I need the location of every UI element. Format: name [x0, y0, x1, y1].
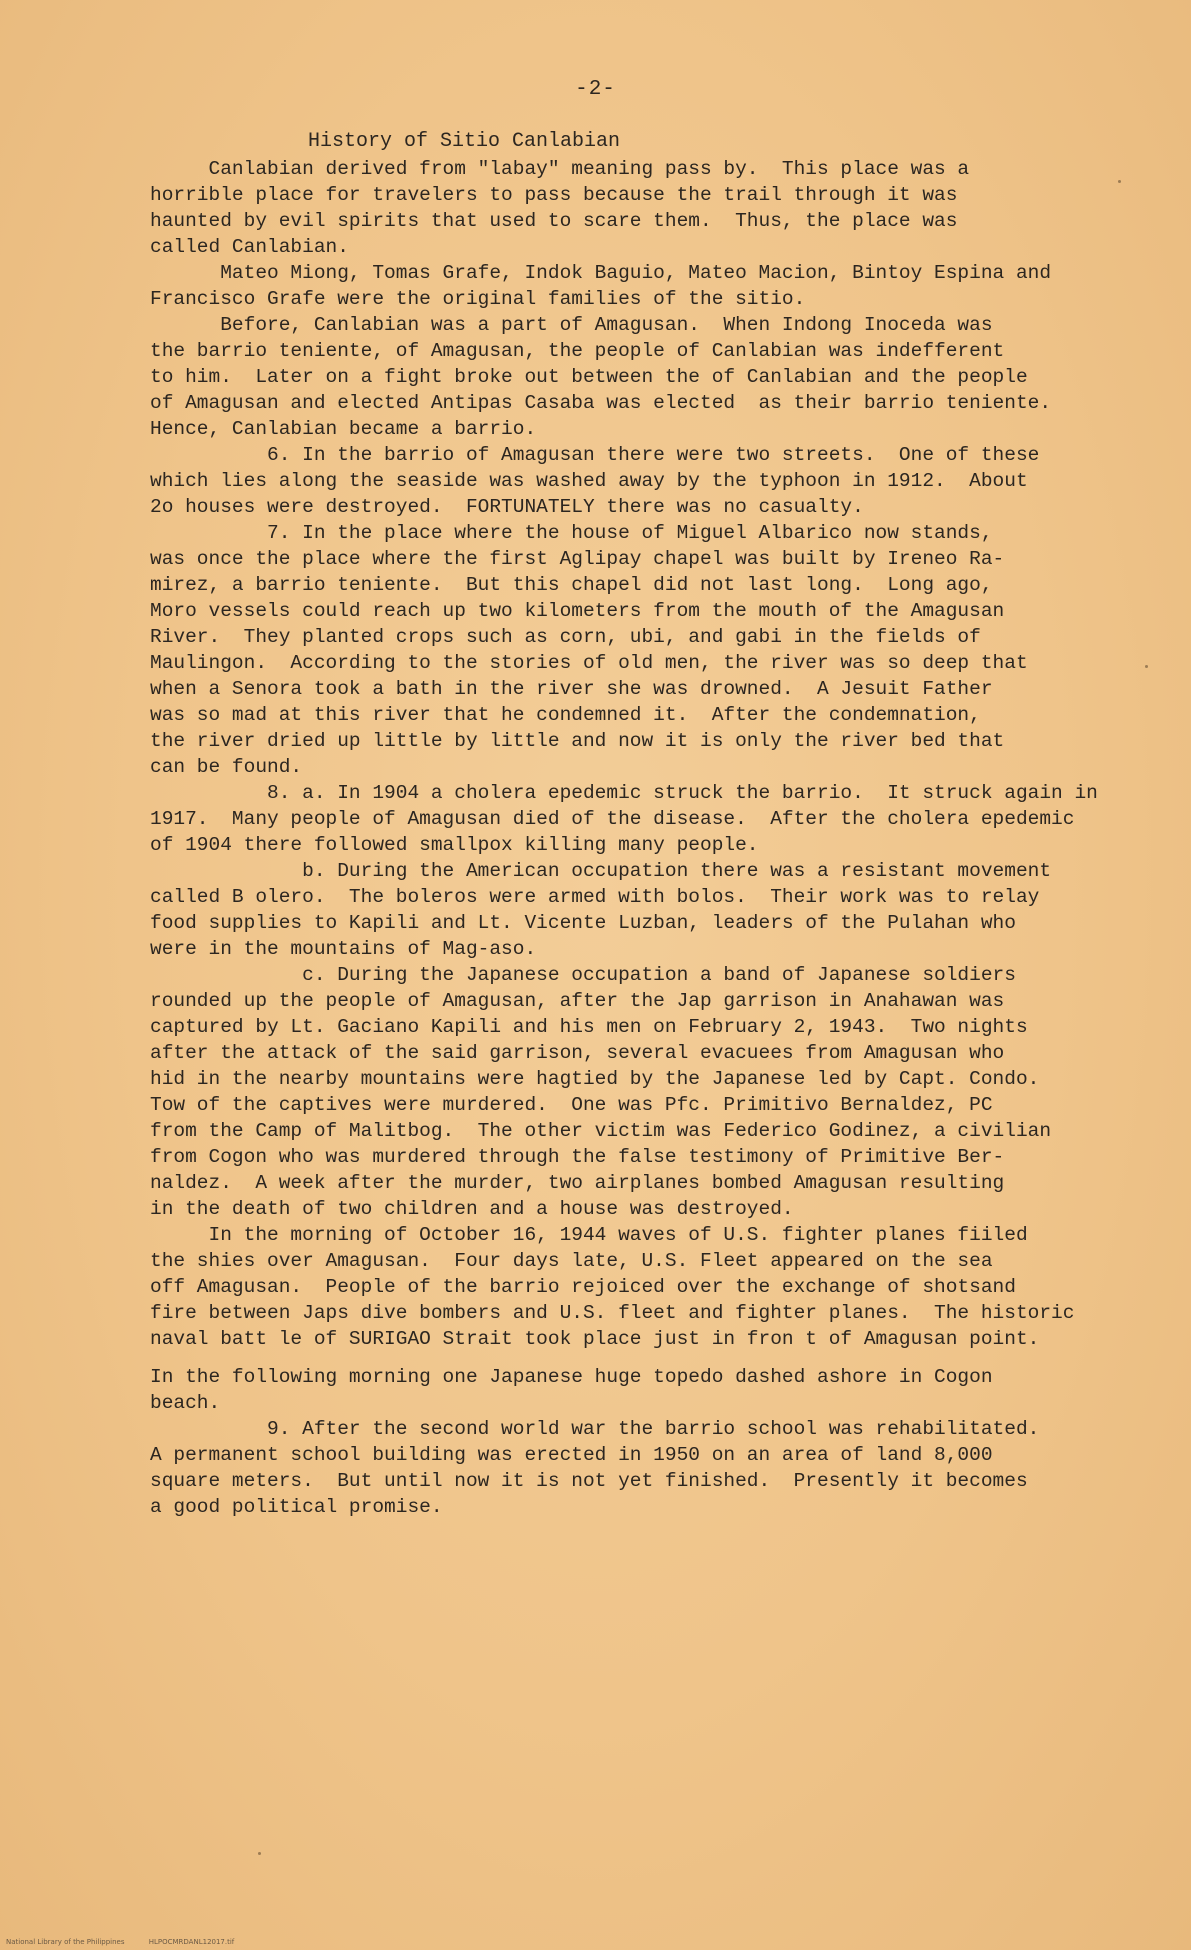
text-line: 9. After the second world war the barrio school was rehabilitated.: [150, 1418, 1040, 1440]
text-line: 6. In the barrio of Amagusan there were two streets. One of these: [150, 444, 1040, 466]
section-heading: History of Sitio Canlabian: [308, 130, 621, 153]
text-line: beach.: [150, 1392, 221, 1414]
text-line: the river dried up little by little and now it is only the river bed that: [150, 730, 1005, 752]
body-text-block-2: [150, 1364, 1140, 1520]
text-line: which lies along the seaside was washed away by the typhoon in 1912. About: [150, 470, 1028, 492]
text-line: 7. In the place where the house of Miguel Albarico now stands,: [150, 522, 993, 544]
text-line: was so mad at this river that he condemned it. After the condemnation,: [150, 704, 981, 726]
text-line: square meters. But until now it is not yet finished. Presently it becomes: [150, 1470, 1028, 1492]
text-line: Before, Canlabian was a part of Amagusan. When Indong Inoceda was: [150, 314, 993, 336]
text-line: 2o houses were destroyed. FORTUNATELY there was no casualty.: [150, 496, 864, 518]
text-line: b. During the American occupation there was a resistant movement: [150, 860, 1052, 882]
text-line: c. During the Japanese occupation a band of Japanese soldiers: [150, 964, 1016, 986]
text-line: food supplies to Kapili and Lt. Vicente Luzban, leaders of the Pulahan who: [150, 912, 1016, 934]
text-line: the shies over Amagusan. Four days late, U.S. Fleet appeared on the sea: [150, 1250, 993, 1272]
text-line: Moro vessels could reach up two kilometers from the mouth of the Amagusan: [150, 600, 1005, 622]
text-line: in the death of two children and a house was destroyed.: [150, 1198, 794, 1220]
text-line: when a Senora took a bath in the river she was drowned. A Jesuit Father: [150, 678, 993, 700]
text-line: after the attack of the said garrison, several evacuees from Amagusan who: [150, 1042, 1005, 1064]
text-line: Francisco Grafe were the original families of the sitio.: [150, 288, 806, 310]
text-line: 1917. Many people of Amagusan died of the disease. After the cholera epedemic: [150, 808, 1075, 830]
text-line: from the Camp of Malitbog. The other victim was Federico Godinez, a civilian: [150, 1120, 1052, 1142]
footer-filename: HLPOCMRDANL12017.tif: [148, 1938, 235, 1946]
text-line: off Amagusan. People of the barrio rejoiced over the exchange of shotsand: [150, 1276, 1016, 1298]
text-line: Tow of the captives were murdered. One was Pfc. Primitivo Bernaldez, PC: [150, 1094, 993, 1116]
text-line: from Cogon who was murdered through the false testimony of Primitive Ber-: [150, 1146, 1005, 1168]
text-line: a good political promise.: [150, 1496, 443, 1518]
text-line: In the following morning one Japanese huge topedo dashed ashore in Cogon: [150, 1366, 993, 1388]
text-line: Mateo Miong, Tomas Grafe, Indok Baguio, Mateo Macion, Bintoy Espina and: [150, 262, 1052, 284]
text-line: 8. a. In 1904 a cholera epedemic struck the barrio. It struck again in: [150, 782, 1098, 804]
text-line: called Canlabian.: [150, 236, 349, 258]
text-line: mirez, a barrio teniente. But this chapel did not last long. Long ago,: [150, 574, 993, 596]
paper-speck: [1145, 665, 1148, 668]
text-line: of Amagusan and elected Antipas Casaba was elected as their barrio teniente.: [150, 392, 1052, 414]
text-line: naldez. A week after the murder, two airplanes bombed Amagusan resulting: [150, 1172, 1005, 1194]
text-line: A permanent school building was erected in 1950 on an area of land 8,000: [150, 1444, 993, 1466]
body-text-block-1: [150, 156, 1140, 1352]
text-line: fire between Japs dive bombers and U.S. fleet and fighter planes. The historic: [150, 1302, 1075, 1324]
text-line: Maulingon. According to the stories of old men, the river was so deep that: [150, 652, 1028, 674]
text-line: Canlabian derived from "labay" meaning pass by. This place was a: [150, 158, 970, 180]
text-line: haunted by evil spirits that used to scare them. Thus, the place was: [150, 210, 958, 232]
text-line: hid in the nearby mountains were hagtied by the Japanese led by Capt. Condo.: [150, 1068, 1040, 1090]
text-line: horrible place for travelers to pass because the trail through it was: [150, 184, 958, 206]
text-line: the barrio teniente, of Amagusan, the people of Canlabian was indefferent: [150, 340, 1005, 362]
text-line: River. They planted crops such as corn, ubi, and gabi in the fields of: [150, 626, 981, 648]
text-line: naval batt le of SURIGAO Strait took place just in fron t of Amagusan point.: [150, 1328, 1040, 1350]
footer-library: National Library of the Philippines: [6, 1938, 125, 1946]
text-line: were in the mountains of Mag-aso.: [150, 938, 537, 960]
text-line: of 1904 there followed smallpox killing many people.: [150, 834, 759, 856]
footer-credit: [6, 1938, 256, 1946]
paper-speck: [258, 1852, 261, 1855]
page-number: -2-: [575, 78, 616, 101]
text-line: In the morning of October 16, 1944 waves of U.S. fighter planes fiiled: [150, 1224, 1028, 1246]
text-line: captured by Lt. Gaciano Kapili and his men on February 2, 1943. Two nights: [150, 1016, 1028, 1038]
text-line: was once the place where the first Aglipay chapel was built by Ireneo Ra-: [150, 548, 1005, 570]
text-line: Hence, Canlabian became a barrio.: [150, 418, 537, 440]
text-line: called B olero. The boleros were armed with bolos. Their work was to relay: [150, 886, 1040, 908]
text-line: can be found.: [150, 756, 303, 778]
text-line: rounded up the people of Amagusan, after the Jap garrison in Anahawan was: [150, 990, 1005, 1012]
paper-speck: [1118, 180, 1121, 183]
text-line: to him. Later on a fight broke out between the of Canlabian and the people: [150, 366, 1028, 388]
